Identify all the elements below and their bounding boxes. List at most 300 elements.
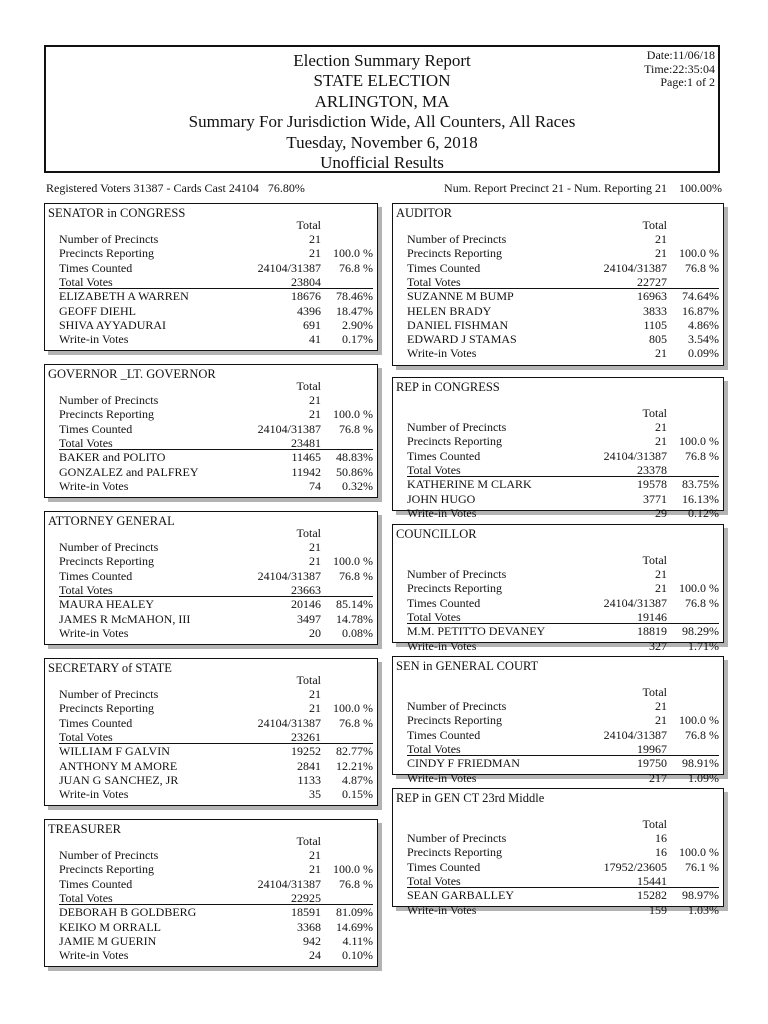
row-label: KATHERINE M CLARK [407, 477, 532, 492]
row-label: Total Votes [59, 582, 113, 597]
total-votes-row [45, 730, 377, 744]
race-panel [392, 203, 724, 366]
row-label: Times Counted [407, 859, 481, 874]
reporting-row [45, 862, 377, 876]
row-percent: 100.0 % [333, 701, 373, 716]
times-counted-row [393, 596, 723, 610]
row-label: Total Votes [407, 462, 461, 477]
row-value: 29 [655, 505, 667, 520]
reporting-row [393, 246, 723, 260]
race-title: TREASURER [48, 822, 121, 836]
race-panel [392, 788, 724, 917]
candidate-row [393, 289, 723, 303]
row-percent: 0.09% [688, 346, 719, 361]
row-percent: 82.77% [336, 744, 373, 759]
times-counted-row [393, 728, 723, 742]
row-value: 21 [309, 848, 321, 862]
row-percent: 12.21% [336, 758, 373, 773]
report-title-block [46, 48, 718, 173]
row-percent: 0.08% [342, 625, 373, 640]
row-value: 16963 [637, 289, 667, 304]
row-label: Number of Precincts [59, 540, 159, 554]
row-label: Precincts Reporting [59, 701, 154, 716]
times-counted-row [45, 716, 377, 730]
row-percent: 76.8 % [339, 421, 373, 436]
row-label: Total Votes [407, 873, 461, 888]
row-value: 22727 [637, 274, 667, 289]
write-in-row [393, 346, 723, 360]
candidate-row [393, 304, 723, 318]
candidate-row [45, 612, 377, 626]
row-label: BAKER and POLITO [59, 450, 166, 465]
reporting-row [45, 701, 377, 715]
row-label: Number of Precincts [407, 699, 507, 713]
row-percent: 76.8 % [685, 595, 719, 610]
candidate-row [45, 318, 377, 332]
row-value: 18676 [291, 289, 321, 304]
precincts-row [393, 699, 723, 713]
row-label: Write-in Votes [407, 346, 477, 361]
row-percent: 76.8 % [339, 876, 373, 891]
candidate-row [393, 888, 723, 902]
row-value: 19252 [291, 744, 321, 759]
row-percent: 78.46% [336, 289, 373, 304]
candidate-row [45, 773, 377, 787]
precincts-row [45, 687, 377, 701]
race-panel [44, 819, 378, 967]
race-panel [392, 524, 724, 653]
row-value: 21 [655, 713, 667, 728]
row-value: 21 [309, 554, 321, 569]
row-percent: 74.64% [682, 289, 719, 304]
total-votes-row [393, 275, 723, 289]
row-label: KEIKO M ORRALL [59, 919, 161, 934]
candidate-row [45, 744, 377, 758]
reporting-row [393, 713, 723, 727]
row-label: Total Votes [59, 435, 113, 450]
row-label: Total Votes [59, 890, 113, 905]
times-counted-row [45, 569, 377, 583]
row-value: 15282 [637, 888, 667, 903]
row-label: Write-in Votes [407, 638, 477, 653]
row-percent: 100.0 % [679, 581, 719, 596]
row-percent: 48.83% [336, 450, 373, 465]
row-percent: 1.03% [688, 902, 719, 917]
row-label: JAMIE M GUERIN [59, 933, 157, 948]
row-value: 24104/31387 [257, 715, 321, 730]
candidate-row [393, 756, 723, 770]
row-label: DANIEL FISHMAN [407, 317, 509, 332]
total-votes-row [45, 583, 377, 597]
candidate-row [45, 465, 377, 479]
precincts-row [45, 848, 377, 862]
row-label: Times Counted [59, 568, 133, 583]
write-in-row [393, 903, 723, 917]
row-value: 24104/31387 [603, 595, 667, 610]
candidate-row [45, 304, 377, 318]
times-counted-row [45, 261, 377, 275]
candidate-row [393, 492, 723, 506]
race-title: ATTORNEY GENERAL [48, 514, 175, 528]
row-value: 21 [655, 581, 667, 596]
candidate-row [393, 477, 723, 491]
row-value: 21 [655, 434, 667, 449]
total-column-header: Total [296, 379, 321, 393]
row-label: Write-in Votes [59, 787, 129, 802]
candidate-row [393, 318, 723, 332]
row-label: WILLIAM F GALVIN [59, 744, 170, 759]
row-value: 23481 [291, 435, 321, 450]
row-value: 19750 [637, 756, 667, 771]
row-label: Precincts Reporting [59, 554, 154, 569]
row-label: Number of Precincts [59, 393, 159, 407]
report-time: Time:22:35:04 [644, 61, 715, 76]
reporting-row [45, 246, 377, 260]
report-header [44, 45, 720, 173]
candidate-row [45, 289, 377, 303]
row-percent: 1.09% [688, 770, 719, 785]
row-label: Total Votes [59, 274, 113, 289]
row-percent: 100.0 % [679, 845, 719, 860]
row-label: Write-in Votes [407, 770, 477, 785]
row-value: 23663 [291, 582, 321, 597]
row-value: 217 [649, 770, 667, 785]
row-label: Times Counted [407, 727, 481, 742]
row-percent: 4.11% [342, 933, 373, 948]
row-value: 16 [655, 845, 667, 860]
row-value: 2841 [297, 758, 321, 773]
total-column-header: Total [296, 673, 321, 687]
write-in-row [393, 506, 723, 520]
row-label: Write-in Votes [59, 478, 129, 493]
row-label: Precincts Reporting [59, 407, 154, 422]
row-value: 24104/31387 [603, 448, 667, 463]
row-value: 24104/31387 [257, 260, 321, 275]
row-percent: 76.8 % [685, 448, 719, 463]
row-value: 23378 [637, 462, 667, 477]
row-percent: 14.78% [336, 611, 373, 626]
report-title: Election Summary Report [293, 51, 471, 70]
row-value: 11465 [291, 450, 321, 465]
row-percent: 100.0 % [333, 554, 373, 569]
write-in-row [45, 332, 377, 346]
total-votes-row [45, 275, 377, 289]
row-value: 3497 [297, 611, 321, 626]
row-percent: 81.09% [336, 905, 373, 920]
row-percent: 100.0 % [679, 434, 719, 449]
row-value: 24104/31387 [257, 568, 321, 583]
row-percent: 85.14% [336, 597, 373, 612]
write-in-row [45, 626, 377, 640]
total-votes-row [393, 874, 723, 888]
race-title: SEN in GENERAL COURT [396, 659, 539, 673]
row-percent: 100.0 % [333, 407, 373, 422]
reporting-row [393, 434, 723, 448]
row-value: 4396 [297, 303, 321, 318]
row-label: Total Votes [407, 741, 461, 756]
row-label: Write-in Votes [59, 625, 129, 640]
row-percent: 0.10% [342, 948, 373, 963]
candidate-row [45, 759, 377, 773]
total-votes-row [393, 742, 723, 756]
row-label: JAMES R McMAHON, III [59, 611, 191, 626]
race-title: SENATOR in CONGRESS [48, 206, 186, 220]
row-label: SEAN GARBALLEY [407, 888, 514, 903]
row-percent: 76.8 % [685, 727, 719, 742]
times-counted-row [393, 449, 723, 463]
precincts-row [45, 232, 377, 246]
election-name: STATE ELECTION [313, 71, 451, 91]
row-label: GONZALEZ and PALFREY [59, 464, 199, 479]
candidate-row [393, 624, 723, 638]
row-label: SUZANNE M BUMP [407, 289, 514, 304]
row-label: Total Votes [407, 274, 461, 289]
row-label: Write-in Votes [407, 902, 477, 917]
row-percent: 98.91% [682, 756, 719, 771]
row-label: Total Votes [407, 609, 461, 624]
row-value: 20146 [291, 597, 321, 612]
row-percent: 76.8 % [685, 260, 719, 275]
row-value: 21 [655, 699, 667, 713]
row-percent: 2.90% [342, 317, 373, 332]
row-percent: 100.0 % [679, 246, 719, 261]
report-meta [644, 49, 715, 90]
row-percent: 16.13% [682, 491, 719, 506]
row-value: 327 [649, 638, 667, 653]
row-label: CINDY F FRIEDMAN [407, 756, 520, 771]
precincts-row [393, 567, 723, 581]
row-label: ELIZABETH A WARREN [59, 289, 189, 304]
row-label: HELEN BRADY [407, 303, 492, 318]
candidate-row [45, 450, 377, 464]
reporting-row [45, 407, 377, 421]
row-percent: 0.15% [342, 787, 373, 802]
race-title: SECRETARY of STATE [48, 661, 172, 675]
row-label: Precincts Reporting [407, 845, 502, 860]
row-value: 21 [655, 420, 667, 434]
reporting-row [393, 581, 723, 595]
row-value: 21 [309, 393, 321, 407]
race-panel [44, 203, 378, 351]
row-label: MAURA HEALEY [59, 597, 154, 612]
row-value: 21 [309, 246, 321, 261]
row-value: 24104/31387 [603, 260, 667, 275]
row-value: 19967 [637, 741, 667, 756]
row-value: 16 [655, 831, 667, 845]
row-value: 21 [655, 346, 667, 361]
row-value: 23804 [291, 274, 321, 289]
row-percent: 76.8 % [339, 260, 373, 275]
total-column-header: Total [642, 406, 667, 420]
row-percent: 4.86% [688, 317, 719, 332]
race-title: COUNCILLOR [396, 527, 477, 541]
row-value: 41 [309, 332, 321, 347]
row-value: 74 [309, 478, 321, 493]
race-panel [392, 377, 724, 520]
row-percent: 14.69% [336, 919, 373, 934]
row-value: 21 [309, 687, 321, 701]
row-label: GEOFF DIEHL [59, 303, 136, 318]
row-value: 22925 [291, 890, 321, 905]
row-percent: 4.87% [342, 772, 373, 787]
row-label: Times Counted [59, 260, 133, 275]
row-label: Number of Precincts [407, 420, 507, 434]
row-percent: 98.97% [682, 888, 719, 903]
row-value: 3368 [297, 919, 321, 934]
candidate-row [45, 934, 377, 948]
row-value: 24104/31387 [257, 421, 321, 436]
total-column-header: Total [296, 526, 321, 540]
row-value: 19578 [637, 477, 667, 492]
row-label: Precincts Reporting [407, 713, 502, 728]
row-value: 805 [649, 332, 667, 347]
row-percent: 18.47% [336, 303, 373, 318]
row-label: M.M. PETITTO DEVANEY [407, 624, 546, 639]
precincts-row [45, 393, 377, 407]
row-value: 3833 [643, 303, 667, 318]
total-votes-row [393, 463, 723, 477]
row-label: Times Counted [407, 595, 481, 610]
row-value: 1133 [297, 772, 321, 787]
race-panel [44, 658, 378, 806]
race-title: GOVERNOR _LT. GOVERNOR [48, 367, 216, 381]
total-column-header: Total [296, 834, 321, 848]
write-in-row [45, 787, 377, 801]
row-label: Times Counted [59, 715, 133, 730]
row-value: 17952/23605 [603, 859, 667, 874]
race-panel [44, 364, 378, 498]
candidate-row [45, 920, 377, 934]
race-title: AUDITOR [396, 206, 453, 220]
row-percent: 83.75% [682, 477, 719, 492]
times-counted-row [45, 877, 377, 891]
row-label: SHIVA AYYADURAI [59, 317, 167, 332]
times-counted-row [393, 261, 723, 275]
row-value: 11942 [291, 464, 321, 479]
reporting-row [393, 845, 723, 859]
page-number: Page:1 of 2 [660, 75, 715, 89]
total-column-header: Total [642, 553, 667, 567]
candidate-row [45, 597, 377, 611]
row-label: Number of Precincts [407, 232, 507, 246]
race-title: REP in GEN CT 23rd Middle [396, 791, 545, 805]
row-value: 1105 [643, 317, 667, 332]
row-label: JOHN HUGO [407, 491, 476, 506]
race-title: REP in CONGRESS [396, 380, 500, 394]
row-label: ANTHONY M AMORE [59, 758, 178, 773]
row-value: 21 [655, 246, 667, 261]
row-value: 21 [655, 232, 667, 246]
times-counted-row [45, 422, 377, 436]
row-label: EDWARD J STAMAS [407, 332, 517, 347]
row-value: 18591 [291, 905, 321, 920]
row-label: Precincts Reporting [407, 246, 502, 261]
row-value: 21 [309, 701, 321, 716]
row-percent: 100.0 % [679, 713, 719, 728]
results-status: Unofficial Results [320, 153, 444, 173]
row-value: 3771 [643, 491, 667, 506]
row-value: 21 [655, 567, 667, 581]
candidate-row [45, 905, 377, 919]
precincts-row [393, 831, 723, 845]
times-counted-row [393, 860, 723, 874]
row-label: Number of Precincts [59, 687, 159, 701]
row-label: Total Votes [59, 729, 113, 744]
total-votes-row [45, 891, 377, 905]
election-date: Tuesday, November 6, 2018 [286, 132, 478, 152]
row-value: 18819 [637, 624, 667, 639]
registered-voters-summary: Registered Voters 31387 - Cards Cast 24104 76.80% [46, 181, 305, 195]
row-label: Precincts Reporting [407, 581, 502, 596]
precincts-row [393, 420, 723, 434]
reporting-row [45, 554, 377, 568]
total-column-header: Total [296, 218, 321, 232]
row-value: 159 [649, 902, 667, 917]
row-value: 15441 [637, 873, 667, 888]
precincts-row [393, 232, 723, 246]
row-label: Number of Precincts [59, 232, 159, 246]
row-value: 691 [303, 317, 321, 332]
candidate-row [393, 332, 723, 346]
row-percent: 76.8 % [339, 715, 373, 730]
write-in-row [393, 771, 723, 785]
row-label: Number of Precincts [59, 848, 159, 862]
precincts-row [45, 540, 377, 554]
row-percent: 50.86% [336, 464, 373, 479]
row-label: DEBORAH B GOLDBERG [59, 905, 197, 920]
row-label: Times Counted [59, 421, 133, 436]
row-label: Number of Precincts [407, 567, 507, 581]
race-panel [44, 511, 378, 645]
row-value: 24104/31387 [603, 727, 667, 742]
row-label: Times Counted [59, 876, 133, 891]
write-in-row [45, 948, 377, 962]
row-percent: 0.32% [342, 478, 373, 493]
row-value: 24104/31387 [257, 876, 321, 891]
race-panel [392, 656, 724, 785]
total-votes-row [393, 610, 723, 624]
write-in-row [393, 639, 723, 653]
precinct-reporting-summary: Num. Report Precinct 21 - Num. Reporting 21 100.00% [444, 181, 722, 195]
row-value: 21 [309, 540, 321, 554]
report-scope: Summary For Jurisdiction Wide, All Counters, All Races [188, 112, 576, 132]
row-value: 942 [303, 933, 321, 948]
row-value: 20 [309, 625, 321, 640]
row-value: 23261 [291, 729, 321, 744]
report-date: Date:11/06/18 [646, 48, 715, 62]
row-value: 35 [309, 787, 321, 802]
total-column-header: Total [642, 218, 667, 232]
row-label: Write-in Votes [407, 505, 477, 520]
row-percent: 100.0 % [333, 862, 373, 877]
row-percent: 100.0 % [333, 246, 373, 261]
row-label: Write-in Votes [59, 332, 129, 347]
row-label: Times Counted [407, 448, 481, 463]
row-percent: 76.8 % [339, 568, 373, 583]
row-percent: 76.1 % [685, 859, 719, 874]
row-percent: 0.17% [342, 332, 373, 347]
row-percent: 1.71% [688, 638, 719, 653]
row-value: 21 [309, 862, 321, 877]
row-value: 19146 [637, 609, 667, 624]
total-column-header: Total [642, 685, 667, 699]
row-label: Times Counted [407, 260, 481, 275]
row-percent: 3.54% [688, 332, 719, 347]
jurisdiction: ARLINGTON, MA [314, 91, 450, 111]
row-percent: 0.12% [688, 505, 719, 520]
total-column-header: Total [642, 817, 667, 831]
total-votes-row [45, 436, 377, 450]
